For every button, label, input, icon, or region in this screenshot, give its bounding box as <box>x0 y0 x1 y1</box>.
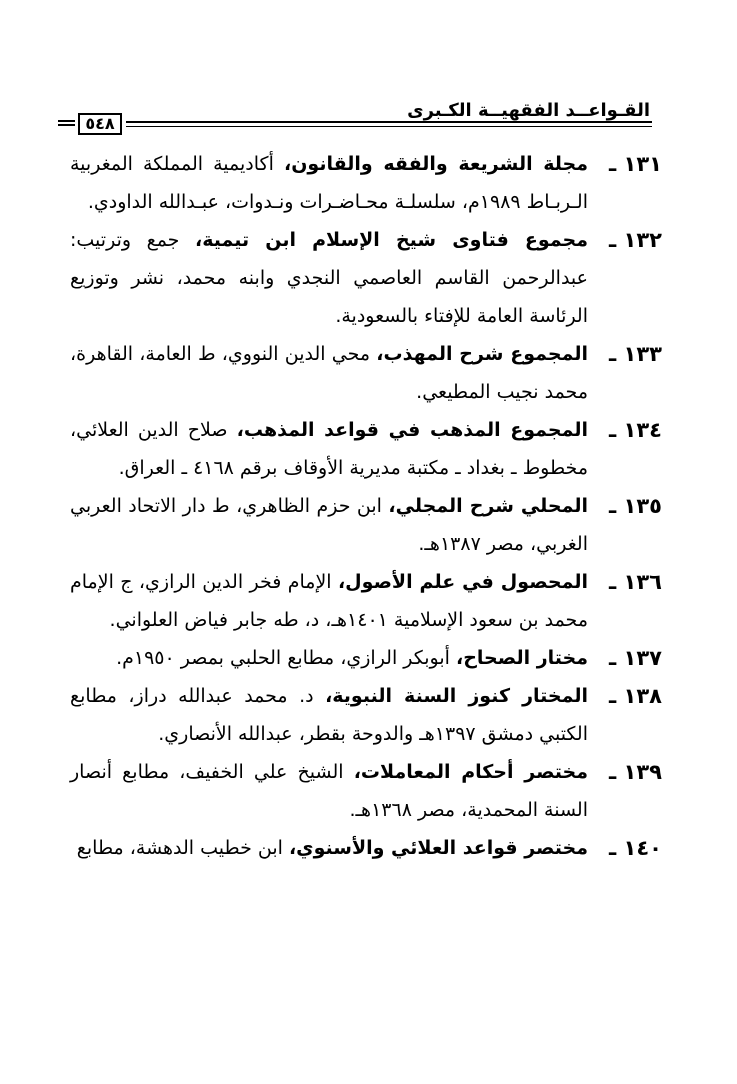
entry-title: مجلة الشريعة والفقه والقانون، <box>283 153 588 175</box>
header-rule-thin <box>126 126 652 127</box>
entry-title: المجموع شرح المهذب، <box>376 343 588 365</box>
entry-details: الشيخ علي الخفيف، مطابع أنصار السنة المحمدية، مصر ١٣٦٨هـ. <box>70 761 588 821</box>
entry-title: مختصر قواعد العلائي والأسنوي، <box>288 837 588 859</box>
entry-number: ١٣٥ ـ <box>609 494 662 518</box>
entry-body <box>70 639 588 677</box>
page-header <box>78 98 652 138</box>
entry-number: ١٣٣ ـ <box>609 342 662 366</box>
entry-number: ١٣٦ ـ <box>609 570 662 594</box>
header-rule <box>126 121 652 123</box>
entry-number: ١٣١ ـ <box>609 152 662 176</box>
bibliography-entry <box>70 411 662 487</box>
entry-body <box>70 221 588 335</box>
entry-title: المحصول في علم الأصول، <box>337 571 588 593</box>
entry-details: أبوبكر الرازي، مطابع الحلبي بمصر ١٩٥٠م. <box>116 647 456 669</box>
entry-number: ١٣٨ ـ <box>609 684 662 708</box>
running-title: القـواعــد الفقهيــة الكـبرى <box>407 100 650 121</box>
entry-title: المجموع المذهب في قواعد المذهب، <box>236 419 588 441</box>
entry-body <box>70 829 588 867</box>
entry-body <box>70 677 588 753</box>
entry-details: محي الدين النووي، ط العامة، القاهرة، محمد نجيب المطيعي. <box>70 343 588 403</box>
bibliography-entry <box>70 335 662 411</box>
entry-number: ١٤٠ ـ <box>609 836 662 860</box>
entry-details: الإمام فخر الدين الرازي، ج الإمام محمد بن سعود الإسلامية ١٤٠١هـ، د، طه جابر فياض العلواني. <box>70 571 588 631</box>
bibliography-entry <box>70 639 662 677</box>
entry-details: ابن خطيب الدهشة، مطابع <box>76 837 289 859</box>
bibliography-entry <box>70 677 662 753</box>
bibliography-entry <box>70 487 662 563</box>
entry-number: ١٣٤ ـ <box>609 418 662 442</box>
bibliography-entry <box>70 753 662 829</box>
entry-body <box>70 335 588 411</box>
entry-body <box>70 411 588 487</box>
page-number: ٥٤٨ <box>78 113 122 135</box>
entry-details: ابن حزم الظاهري، ط دار الاتحاد العربي الغربي، مصر ١٣٨٧هـ. <box>70 495 588 555</box>
entry-body <box>70 487 588 563</box>
bibliography-entry <box>70 145 662 221</box>
entry-title: المختار كنوز السنة النبوية، <box>325 685 588 707</box>
entry-body <box>70 563 588 639</box>
entry-title: مجموع فتاوى شيخ الإسلام ابن تيمية، <box>194 229 588 251</box>
entry-title: مختار الصحاح، <box>455 647 588 669</box>
bibliography-entry <box>70 221 662 335</box>
entry-details: جمع وترتيب: عبدالرحمن القاسم العاصمي النجدي وابنه محمد، نشر وتوزيع الرئاسة العامة للإفتاء بالسعودية. <box>70 229 588 327</box>
entry-number: ١٣٧ ـ <box>609 646 662 670</box>
entry-title: مختصر أحكام المعاملات، <box>353 761 588 783</box>
bibliography-entry <box>70 829 662 867</box>
entry-number: ١٣٢ ـ <box>609 228 662 252</box>
entry-number: ١٣٩ ـ <box>609 760 662 784</box>
entry-details: أكاديمية المملكة المغربية الـربـاط ١٩٨٩م، سلسلـة محـاضـرات ونـدوات، عبـدالله الداودي. <box>70 153 588 213</box>
entry-body <box>70 753 588 829</box>
entry-title: المحلي شرح المجلي، <box>388 495 588 517</box>
entry-body <box>70 145 588 221</box>
entry-details: د. محمد عبدالله دراز، مطابع الكتبي دمشق ١٣٩٧هـ والدوحة بقطر، عبدالله الأنصاري. <box>70 685 588 745</box>
bibliography-entry <box>70 563 662 639</box>
page-number-ornament <box>58 120 75 126</box>
entry-details: صلاح الدين العلائي، مخطوط ـ بغداد ـ مكتبة مديرية الأوقاف برقم ٤١٦٨ ـ العراق. <box>70 419 588 479</box>
bibliography-list <box>70 145 662 867</box>
